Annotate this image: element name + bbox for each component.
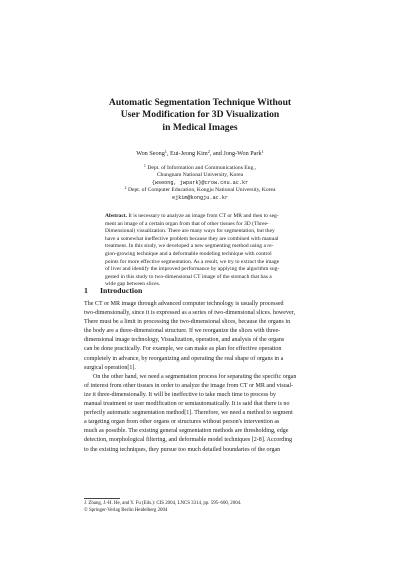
author-name: , Eui-Jeong Kim: [166, 150, 208, 157]
body-line: perfectly automatic segmentation method[1]. Therefore, we need a method to segment: [84, 410, 293, 417]
section-number: 1: [84, 286, 88, 295]
affiliation-email: ejkim@kongju.ac.kr: [171, 194, 229, 201]
abstract-line: Abstract. It is necessary to analyze an image from CT or MR and then to seg-: [105, 213, 279, 219]
body-line: the body are a three-dimensional structure. If we reorganize the slices with three-: [84, 328, 281, 335]
abstract-line: wide gap between slices.: [105, 281, 161, 288]
abstract-label: Abstract.: [105, 213, 128, 219]
body-line: On the other hand, we need a segmentation process for separating the specific organ: [93, 373, 297, 380]
body-line: much as possible. The existing general segmentation methods are thresholding, edge: [84, 428, 289, 435]
abstract-line: have a somewhat ineffective problem because they are combined with manual: [105, 235, 279, 242]
body-line: two-dimensionally, since it is expressed as a series of two-dimensional slices. however,: [84, 310, 295, 317]
abstract-line: ment an image of a certain organ from that of other tissues for 3D (Three-: [105, 220, 269, 227]
citation-line: J. Zhang, J.-H. He, and Y. Fu (Eds.): CIS 2004, LNCS 3314, pp. 595–600, 2004.: [84, 501, 242, 506]
body-line: dimensional image technology, Visualization, operation, and analysis of the organs: [84, 337, 285, 344]
body-line: surgical operation[1].: [84, 364, 136, 371]
body-line: The CT or MR image through advanced computer technology is usually processed: [84, 301, 284, 307]
body-line: ize it three-dimensionally. It will be ineffective to take much time to process by: [84, 391, 276, 398]
publication-footer: [84, 501, 241, 514]
paper-title: [60, 97, 340, 134]
abstract: [105, 213, 299, 289]
author-name: , and Jong-Won Park: [209, 150, 262, 157]
affiliation-marker: 1: [143, 163, 146, 168]
affiliation-line: $^2$ Dept. of Computer Education, Kongju National University, Korea: [124, 185, 276, 194]
affiliation-marker: 1: [164, 149, 167, 154]
body-text: [84, 300, 314, 455]
section-title: Introduction: [100, 286, 143, 295]
body-line: manual treatment or user modification or semiautomatically. It is said that there is no: [84, 401, 290, 408]
section-heading: [84, 286, 142, 296]
affiliation-line: Chungnam National University, Korea: [156, 172, 244, 179]
abstract-line: points for more effective segmentation. As a result, we try to extract the image: [105, 258, 280, 265]
abstract-line: of liver and identify the improved performance by applying the algorithm sug-: [105, 266, 280, 273]
abstract-line: treatment. In this study, we developed a new segmenting method using a re-: [105, 243, 274, 250]
title-line: User Modification for 3D Visualization: [120, 109, 280, 121]
body-line: of interest from other tissues in order to analyze the image from CT or MR and visual-: [84, 382, 294, 389]
body-line: can be done practically. For example, we can make as plan for effective operation: [84, 346, 282, 353]
affiliation-line: $^1$ Dept. of Information and Communications Eng.,: [143, 163, 257, 171]
body-line: There must be a limit in processing the two-dimensional slices, because the organs in: [84, 319, 291, 326]
affiliation-marker: 2: [207, 149, 210, 154]
copyright-line: © Springer-Verlag Berlin Heidelberg 2004: [84, 507, 168, 513]
footnote-divider: [84, 498, 120, 499]
title-line: Automatic Segmentation Technique Without: [108, 97, 292, 108]
affiliations: [60, 165, 340, 202]
body-line: a targeting organ from other organs or structures without person's intervention as: [84, 419, 280, 426]
abstract-line: gion-growing technique and a deformable modeling technique with control: [105, 250, 272, 257]
affiliation-marker: 1: [261, 149, 264, 154]
author-name: Won Seong: [136, 150, 165, 157]
title-line: in Medical Images: [162, 121, 238, 133]
abstract-line: Dimensional) visualization. There are many ways for segmentation, but they: [105, 228, 275, 235]
author-list: [60, 150, 340, 158]
abstract-line: gested in this study to two-dimensional CT image of the stomach that has a: [105, 273, 272, 280]
affiliation-email: {wseong, jwpark}@crow.cnu.ac.kr: [151, 179, 249, 186]
affiliation-marker: 2: [124, 185, 127, 191]
body-line: completely in advance, by reorganizing and operating the real shape of organs in a: [84, 355, 284, 362]
body-line: to the existing techniques, they pursue too much detailed boundaries of the organ: [84, 446, 281, 453]
body-line: detection, morphological filtering, and deformable model techniques [2-8]. According: [84, 437, 293, 444]
